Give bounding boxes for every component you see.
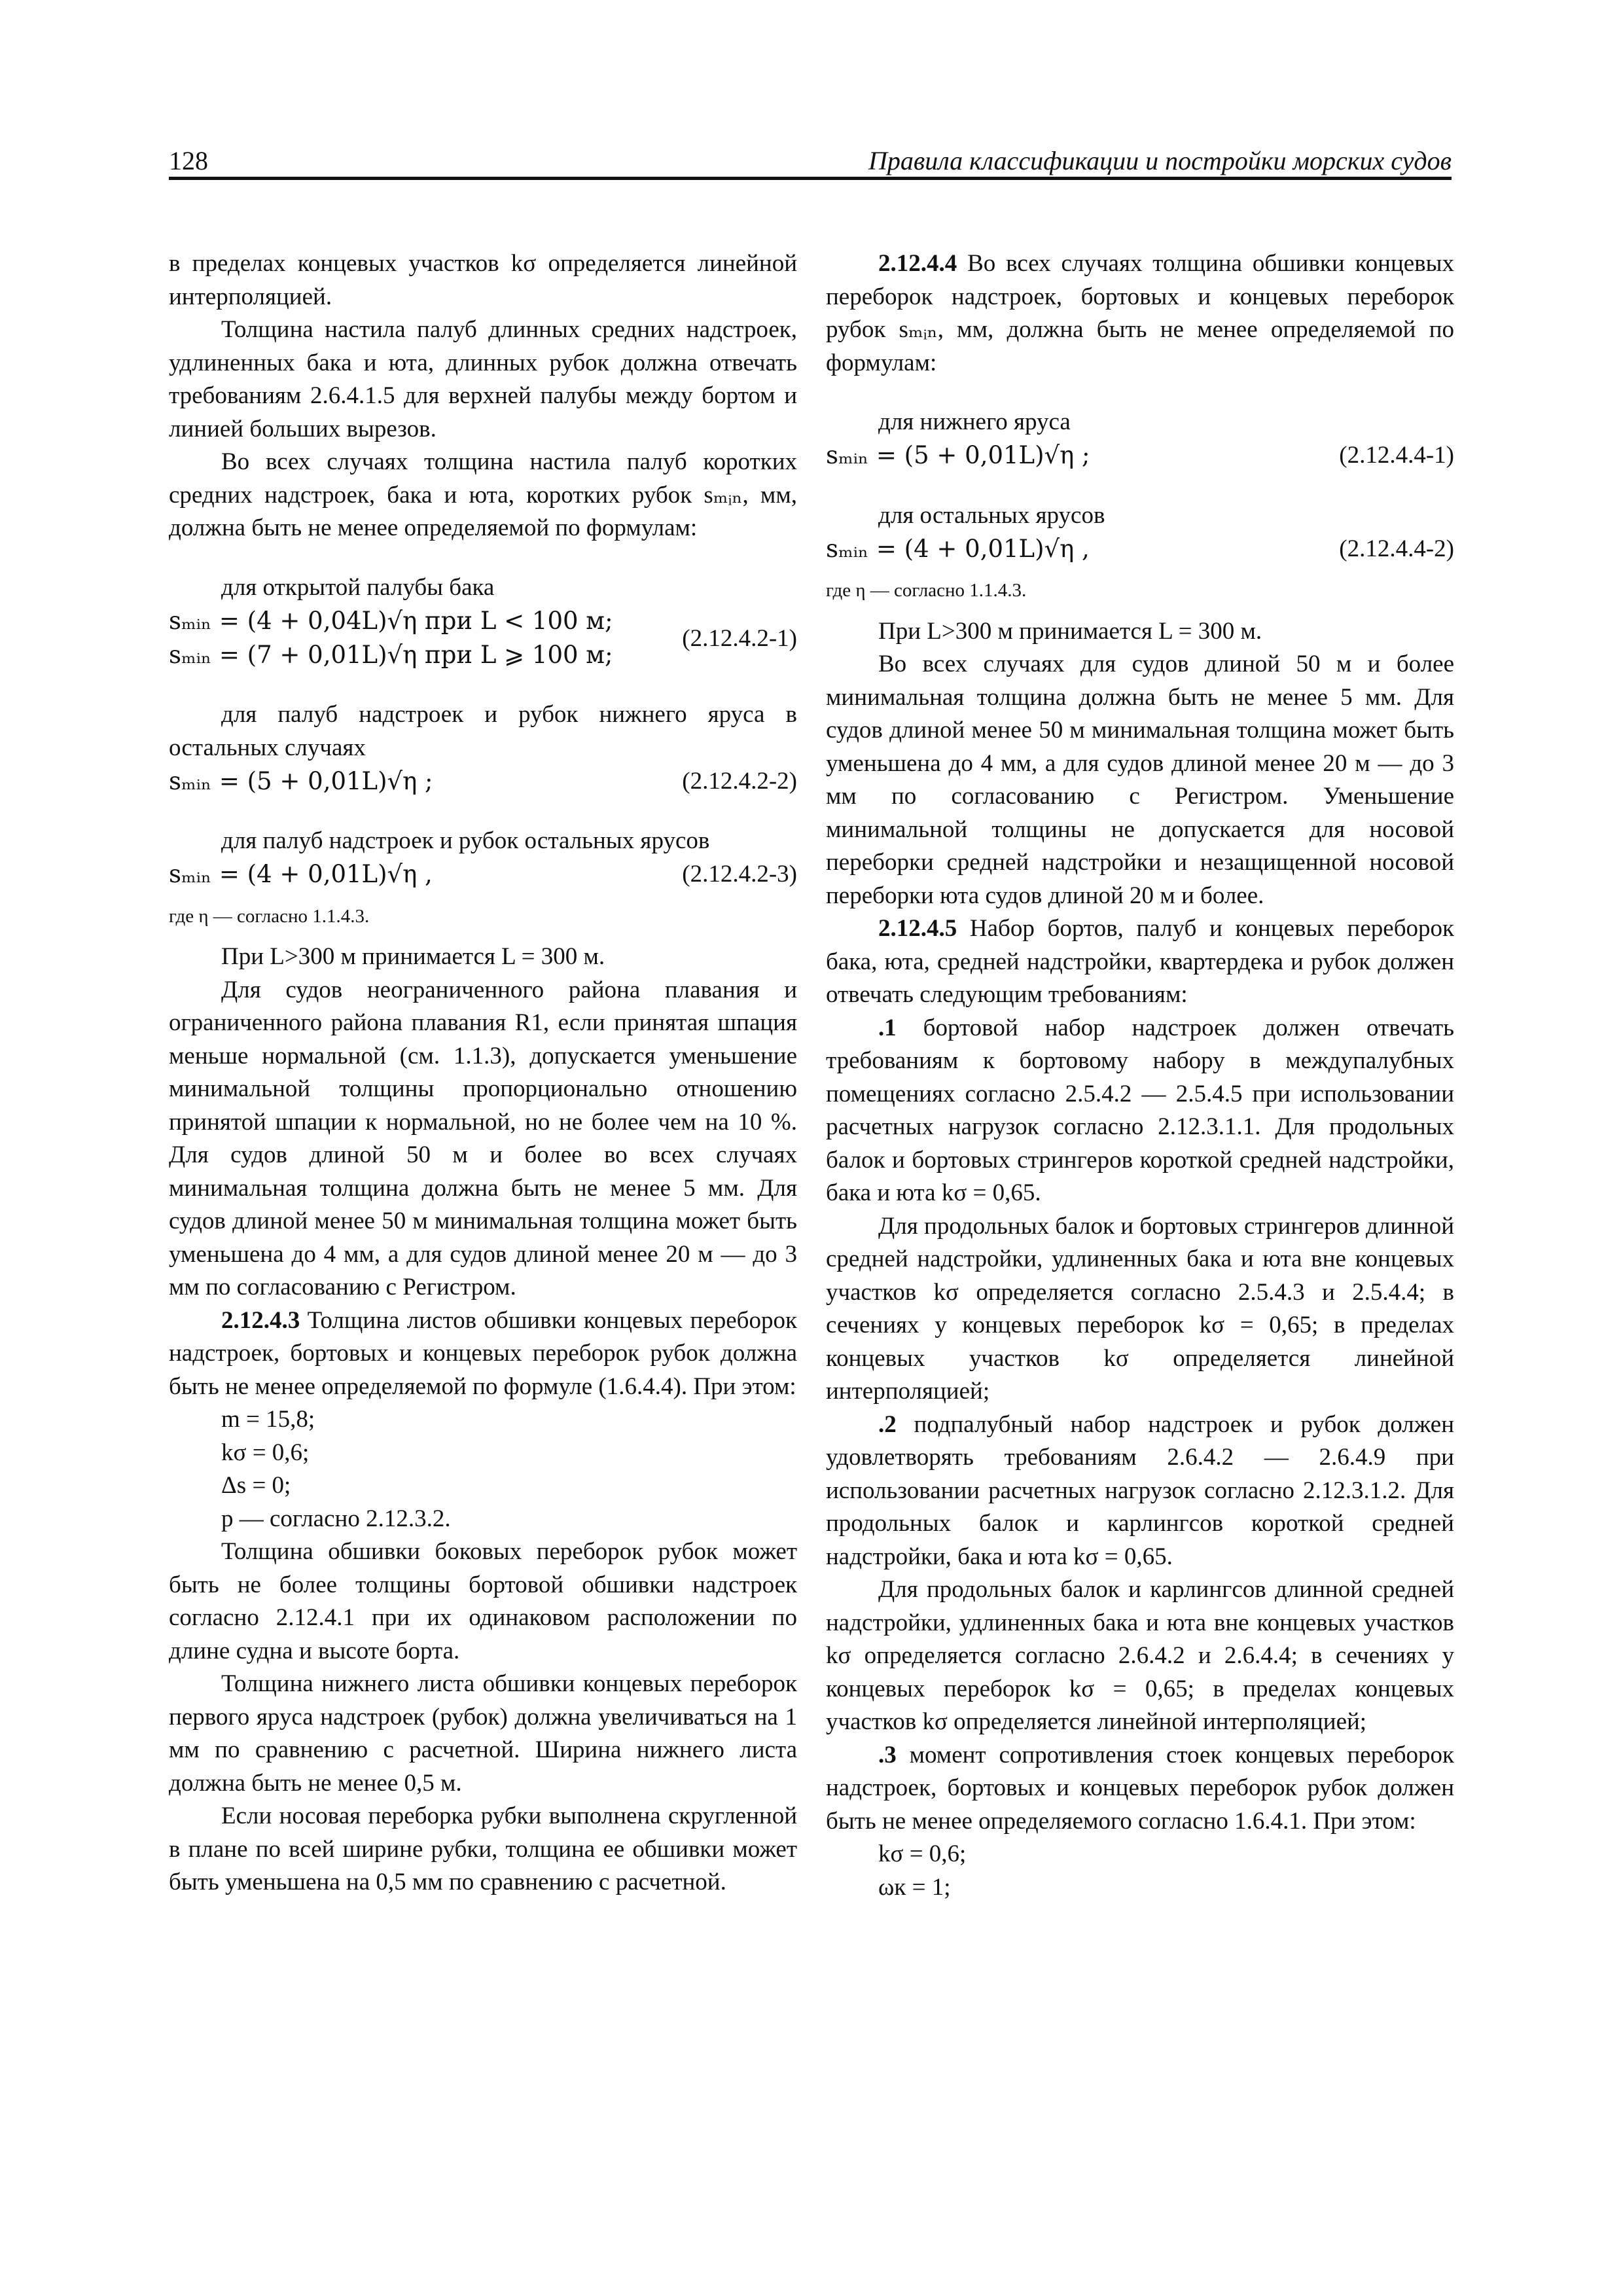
section-number: 2.12.4.4 [878, 250, 957, 277]
formula-label: для палуб надстроек и рубок нижнего яруса в остальных случаях [169, 701, 797, 761]
formula-label: для открытой палубы бака [221, 573, 495, 601]
section-text: Во всех случаях толщина обшивки концевых переборок надстроек, бортовых и концевых переборок рубок sₘᵢₙ, мм, должна быть не менее определяемой по формулам: [826, 250, 1454, 376]
running-title: Правила классификации и постройки морских судов [868, 146, 1452, 175]
formula-label: для нижнего яруса [878, 408, 1071, 435]
formula: sₘᵢₙ = (4 + 0,04L)√η при L < 100 м; [169, 606, 613, 635]
parameter: kσ = 0,6; [878, 1840, 967, 1867]
note: где η — согласно 1.1.4.3. [169, 905, 370, 927]
section-paragraph [826, 247, 1454, 380]
section-number: 2.12.4.3 [221, 1306, 300, 1334]
item-text: подпалубный набор надстроек и рубок должен удовлетворять требованиям 2.6.4.2 — 2.6.4.9 при использовании расчетных нагрузок согласно 2.12.3.1.2. Для продольных балок и карлингсов короткой средней надстройки, бака и юта kσ = 0,65. [826, 1410, 1454, 1570]
item-number: .3 [878, 1741, 897, 1768]
parameter: ωк = 1; [878, 1873, 951, 1901]
formula-row [826, 439, 1454, 473]
note: где η — согласно 1.1.4.3. [826, 580, 1027, 601]
section-text: Толщина листов обшивки концевых переборок надстроек, бортовых и концевых переборок рубок должна быть не менее определяемой по формуле (1.6.4.4). При этом: [169, 1306, 797, 1400]
formula-number: (2.12.4.4-1) [1339, 442, 1454, 469]
parameter: p — согласно 2.12.3.2. [221, 1505, 451, 1532]
paragraph: При L>300 м принимается L = 300 м. [878, 617, 1262, 645]
section-paragraph [169, 1304, 797, 1404]
formula: sₘᵢₙ = (4 + 0,01L)√η , [826, 534, 1090, 563]
section-paragraph [826, 912, 1454, 1012]
formula-number: (2.12.4.2-1) [682, 625, 797, 652]
section-number: 2.12.4.5 [878, 915, 957, 942]
parameter: kσ = 0,6; [221, 1439, 310, 1466]
formula-group [169, 604, 797, 672]
paragraph: При L>300 м принимается L = 300 м. [221, 943, 605, 970]
left-column [169, 247, 797, 1899]
formula: sₘᵢₙ = (5 + 0,01L)√η ; [826, 441, 1090, 470]
item-text: бортовой набор надстроек должен отвечать требованиям к бортовому набору в междупалубных помещениях согласно 2.5.4.2 — 2.5.4.5 при использовании расчетных нагрузок согласно 2.12.3.1.1. Для продольных балок и бортовых стрингеров короткой средней надстройки, бака и юта kσ = 0,65. [826, 1014, 1454, 1206]
formula: sₘᵢₙ = (7 + 0,01L)√η при L ⩾ 100 м; [169, 640, 613, 669]
paragraph: Если носовая переборка рубки выполнена скругленной в плане по всей ширине рубки, толщина ее обшивки может быть уменьшена на 0,5 мм по сравнению с расчетной. [169, 1803, 797, 1895]
formula-number: (2.12.4.2-2) [682, 767, 797, 795]
formula-row [169, 764, 797, 798]
formula-row [169, 858, 797, 892]
formula-number: (2.12.4.4-2) [1339, 535, 1454, 562]
formula: sₘᵢₙ = (4 + 0,01L)√η , [169, 860, 433, 889]
list-item [826, 1012, 1454, 1210]
paragraph: Для судов неограниченного района плавания и ограниченного района плавания R1, если принятая шпация меньше нормальной (см. 1.1.3), допускается уменьшение минимальной толщины пропорционально отношению принятой шпации к нормальной, но не более чем на 10 %. Для судов длиной 50 м и более во всех случаях минимальная толщина должна быть не менее 5 мм. Для судов длиной менее 50 м минимальная толщина может быть уменьшена до 4 мм, а для судов длиной менее 20 м — до 3 мм по согласованию с Регистром. [169, 976, 797, 1300]
item-number: .2 [878, 1410, 897, 1438]
paragraph: Толщина нижнего листа обшивки концевых переборок первого яруса надстроек (рубок) должна увеличиваться на 1 мм по сравнению с расчетной. Ширина нижнего листа должна быть не менее 0,5 м. [169, 1670, 797, 1797]
paragraph: Толщина обшивки боковых переборок рубок может быть не более толщины бортовой обшивки надстроек согласно 2.12.4.1 при их одинаковом расположении по длине судна и высоте борта. [169, 1538, 797, 1664]
paragraph: Для продольных балок и карлингсов длинной средней надстройки, удлиненных бака и юта вне концевых участков kσ определяется согласно 2.6.4.2 и 2.6.4.4; в сечениях у концевых переборок kσ = 0,65; в пределах концевых участков kσ определяется линейной интерполяцией; [826, 1576, 1454, 1735]
list-item [826, 1408, 1454, 1574]
right-column [826, 247, 1454, 1904]
formula-label: для палуб надстроек и рубок остальных ярусов [221, 827, 710, 854]
header-rule [169, 177, 1452, 180]
item-number: .1 [878, 1014, 897, 1041]
item-text: момент сопротивления стоек концевых переборок надстроек, бортовых и концевых переборок рубок должен быть не менее определяемого согласно 1.6.4.1. При этом: [826, 1741, 1454, 1835]
paragraph: Толщина настила палуб длинных средних надстроек, удлиненных бака и юта, длинных рубок должна отвечать требованиям 2.6.4.1.5 для верхней палубы между бортом и линией больших вырезов. [169, 316, 797, 442]
parameter: m = 15,8; [221, 1406, 315, 1433]
section-text: Набор бортов, палуб и концевых переборок бака, юта, средней надстройки, квартердека и рубок должен отвечать следующим требованиям: [826, 915, 1454, 1008]
formula: sₘᵢₙ = (5 + 0,01L)√η ; [169, 766, 433, 795]
formula-number: (2.12.4.2-3) [682, 861, 797, 888]
list-item [826, 1739, 1454, 1839]
page-number: 128 [169, 146, 208, 175]
paragraph: Во всех случаях толщина настила палуб коротких средних надстроек, бака и юта, коротких рубок sₘᵢₙ, мм, должна быть не менее определяемой по формулам: [169, 448, 797, 541]
paragraph: в пределах концевых участков kσ определяется линейной интерполяцией. [169, 250, 797, 310]
parameter: Δs = 0; [221, 1472, 291, 1499]
paragraph: Для продольных балок и бортовых стрингеров длинной средней надстройки, удлиненных бака и юта вне концевых участков kσ определяется согласно 2.5.4.3 и 2.5.4.4; в сечениях у концевых переборок kσ = 0,65; в пределах концевых участков kσ определяется линейной интерполяцией; [826, 1212, 1454, 1405]
paragraph: Во всех случаях для судов длиной 50 м и более минимальная толщина должна быть не менее 5 мм. Для судов длиной менее 50 м минимальная толщина может быть уменьшена до 4 мм, а для судов длиной менее 20 м — до 3 мм по согласованию с Регистром. Уменьшение минимальной толщины не допускается для носовой переборки средней надстройки и незащищенной носовой переборки юта судов длиной 20 м и более. [826, 651, 1454, 909]
formula-label: для остальных ярусов [878, 501, 1105, 529]
formula-row [826, 532, 1454, 566]
